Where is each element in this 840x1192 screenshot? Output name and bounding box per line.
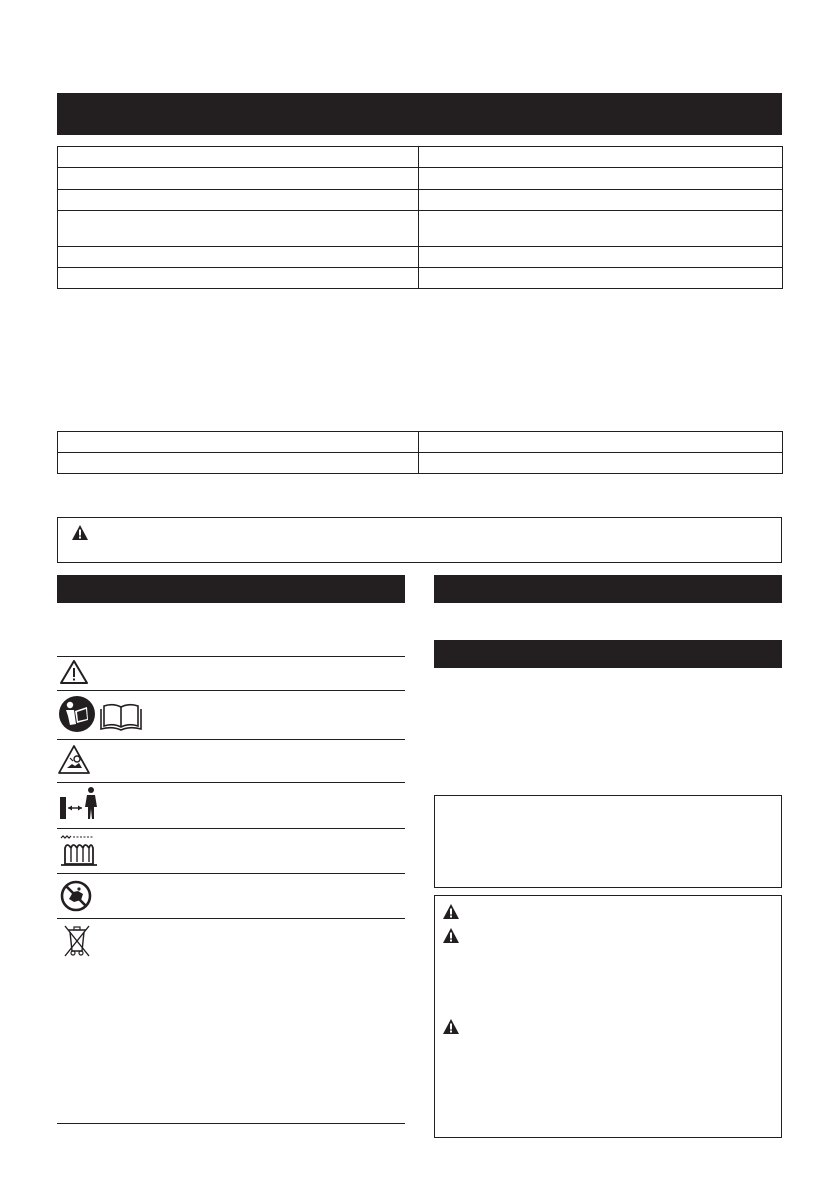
- warning-triangle-icon: [443, 1019, 459, 1034]
- table-row: [58, 190, 783, 211]
- table-cell: [58, 147, 419, 168]
- noise-vibration-table: [57, 431, 783, 474]
- read-manual-icon: [57, 694, 147, 736]
- note-box: [434, 795, 782, 888]
- table-cell: [58, 190, 419, 211]
- right-section-header: [434, 575, 782, 603]
- table-cell: [58, 432, 419, 453]
- table-cell: [58, 247, 419, 268]
- table-cell: [419, 147, 783, 168]
- table-row: [58, 168, 783, 190]
- table-row: [58, 247, 783, 268]
- divider: [57, 690, 405, 691]
- table-cell: [419, 432, 783, 453]
- table-row: [58, 453, 783, 474]
- table-cell: [419, 453, 783, 474]
- warning-triangle-icon: [72, 525, 88, 540]
- table-cell: [58, 168, 419, 190]
- warning-triangle-icon: [443, 904, 459, 919]
- crossed-bin-recycling-icon: [62, 923, 92, 959]
- divider: [57, 828, 405, 829]
- divider: [57, 873, 405, 874]
- table-cell: [58, 453, 419, 474]
- table-row: [58, 268, 783, 289]
- header-bar: [57, 93, 782, 135]
- table-cell: [419, 211, 783, 247]
- divider: [57, 782, 405, 783]
- table-row: [58, 211, 783, 247]
- flying-debris-warning-icon: [57, 744, 91, 778]
- symbols-section-header: [57, 575, 405, 603]
- divider: [57, 918, 405, 919]
- keep-distance-icon: [58, 785, 102, 825]
- divider: [57, 739, 405, 740]
- table-cell: [419, 168, 783, 190]
- table-cell: [419, 268, 783, 289]
- table-cell: [58, 211, 419, 247]
- divider: [57, 656, 405, 657]
- table-cell: [58, 268, 419, 289]
- right-subsection-header: [434, 640, 782, 668]
- table-cell: [419, 247, 783, 268]
- table-row: [58, 432, 783, 453]
- no-hand-contact-icon: [60, 880, 92, 912]
- specification-table: [57, 146, 783, 289]
- hot-surface-icon: [59, 834, 99, 868]
- warning-triangle-icon: [443, 928, 459, 943]
- table-row: [58, 147, 783, 168]
- divider: [57, 1123, 405, 1124]
- caution-triangle-icon: [59, 659, 89, 685]
- table-cell: [419, 190, 783, 211]
- warning-box: [57, 517, 782, 563]
- safety-warning-box: [434, 895, 782, 1138]
